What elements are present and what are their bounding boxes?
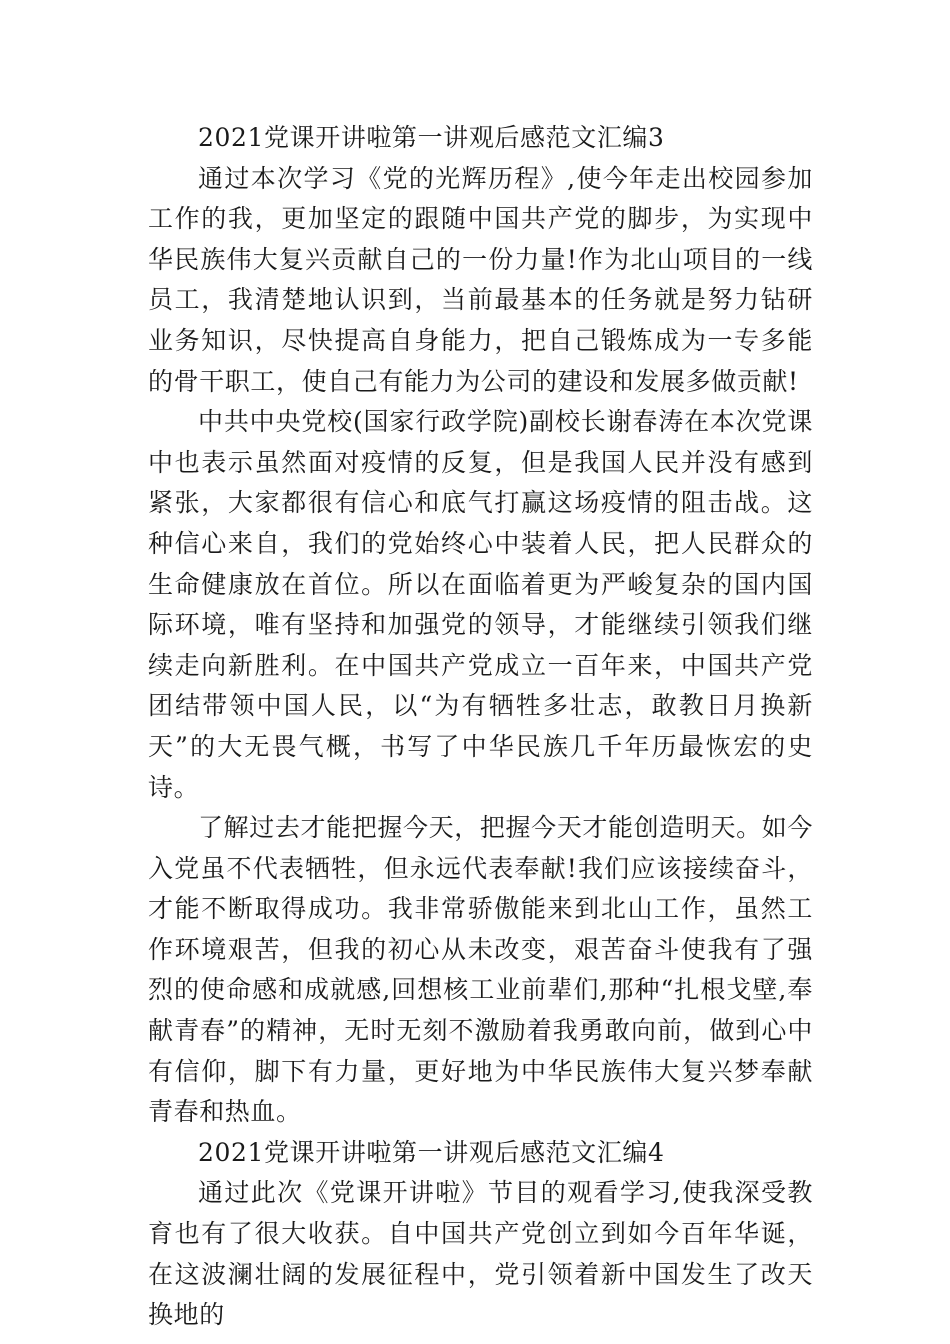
paragraph: 通过本次学习《党的光辉历程》,使今年走出校园参加工作的我，更加坚定的跟随中国共产党的脚步，为实现中华民族伟大复兴贡献自己的一份力量!作为北山项目的一线员工，我清楚地认识到，当前最基本的任务就是努力钻研业务知识，尽快提高自身能力，把自己锻炼成为一专多能的骨干职工，使自己有能力为公司的建设和发展多做贡献! bbox=[148, 163, 813, 396]
section-heading: 2021党课开讲啦第一讲观后感范文汇编3 bbox=[198, 123, 665, 152]
paragraph: 中共中央党校(国家行政学院)副校长谢春涛在本次党课中也表示虽然面对疫情的反复，但是我国人民并没有感到紧张，大家都很有信心和底气打赢这场疫情的阻击战。这种信心来自，我们的党始终心中装着人民，把人民群众的生命健康放在首位。所以在面临着更为严峻复杂的国内国际环境，唯有坚持和加强党的领导，才能继续引领我们继续走向新胜利。在中国共产党成立一百年来，中国共产党团结带领中国人民，以“为有牺牲多壮志，敢教日月换新天”的大无畏气概，书写了中华民族几千年历最恢宏的史诗。 bbox=[148, 407, 813, 802]
document-body bbox=[148, 118, 813, 1336]
paragraph: 通过此次《党课开讲啦》节目的观看学习,使我深受教育也有了很大收获。自中国共产党创立到如今百年华诞，在这波澜壮阔的发展征程中，党引领着新中国发生了改天换地的 bbox=[148, 1178, 813, 1330]
paragraph: 了解过去才能把握今天，把握今天才能创造明天。如今入党虽不代表牺牲，但永远代表奉献!我们应该接续奋斗，才能不断取得成功。我非常骄傲能来到北山工作，虽然工作环境艰苦，但我的初心从未改变，艰苦奋斗使我有了强烈的使命感和成就感,回想核工业前辈们,那种“扎根戈壁,奉献青春”的精神，无时无刻不激励着我勇敢向前，做到心中有信仰，脚下有力量，更好地为中华民族伟大复兴梦奉献青春和热血。 bbox=[148, 813, 813, 1127]
section-heading: 2021党课开讲啦第一讲观后感范文汇编4 bbox=[198, 1137, 665, 1167]
